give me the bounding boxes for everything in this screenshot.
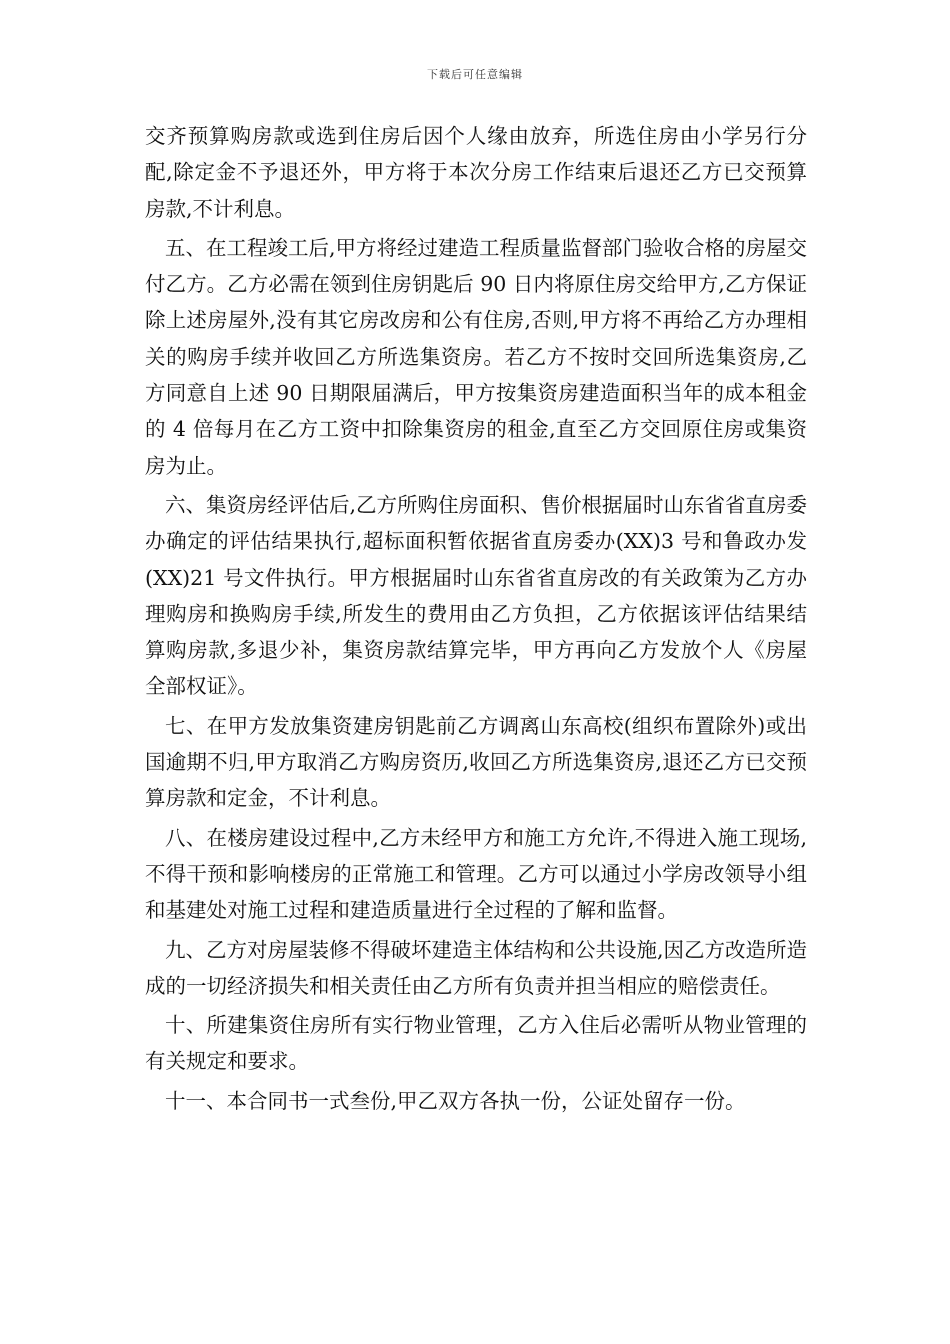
paragraph-clause-7: 七、在甲方发放集资建房钥匙前乙方调离山东高校(组织布置除外)或出国逾期不归,甲方取消乙方购房资历,收回乙方所选集资房,退还乙方已交预算房款和定金，不计利息。 bbox=[145, 713, 807, 811]
page-header: 下载后可任意编辑 bbox=[427, 68, 523, 81]
paragraph-clause-10: 十、所建集资住房所有实行物业管理，乙方入住后必需听从物业管理的有关规定和要求。 bbox=[145, 1013, 807, 1074]
paragraph-clause-11: 十一、本合同书一式叁份,甲乙双方各执一份，公证处留存一份。 bbox=[165, 1088, 746, 1113]
paragraph-clause-8: 八、在楼房建设过程中,乙方未经甲方和施工方允许,不得进入施工现场,不得干预和影响楼房的正常施工和管理。乙方可以通过小学房改领导小组和基建处对施工过程和建造质量进行全过程的了解和监督。 bbox=[145, 825, 807, 923]
paragraph-clause-6: 六、集资房经评估后,乙方所购住房面积、售价根据届时山东省省直房委办确定的评估结果执行,超标面积暂依据省直房委办(XX)3 号和鲁政办发(XX)21 号文件执行。甲方根据届时山东省省直房改的有关政策为乙方办理购房和换购房手续,所发生的费用由乙方负担，乙方依据该评估结果结算购房款,多退少补，集资房款结算完毕，甲方再向乙方发放个人《房屋全部权证》。 bbox=[145, 492, 808, 699]
paragraph-continuation: 交齐预算购房款或选到住房后因个人缘由放弃，所选住房由小学另行分配,除定金不予退还外，甲方将于本次分房工作结束后退还乙方已交预算房款,不计利息。 bbox=[145, 124, 807, 221]
paragraph-clause-9: 九、乙方对房屋装修不得破坏建造主体结构和公共设施,因乙方改造所造成的一切经济损失和相关责任由乙方所有负责并担当相应的赔偿责任。 bbox=[145, 937, 808, 998]
document-body bbox=[145, 118, 807, 1122]
paragraph-clause-5: 五、在工程竣工后,甲方将经过建造工程质量监督部门验收合格的房屋交付乙方。乙方必需在领到住房钥匙后 90 日内将原住房交给甲方,乙方保证除上述房屋外,没有其它房改房和公有住房,否则,甲方将不再给乙方办理相关的购房手续并收回乙方所选集资房。若乙方不按时交回所选集资房,乙方同意自上述 90 日期限届满后，甲方按集资房建造面积当年的成本租金的 4 倍每月在乙方工资中扣除集资房的租金,直至乙方交回原住房或集资房为止。 bbox=[145, 235, 808, 478]
